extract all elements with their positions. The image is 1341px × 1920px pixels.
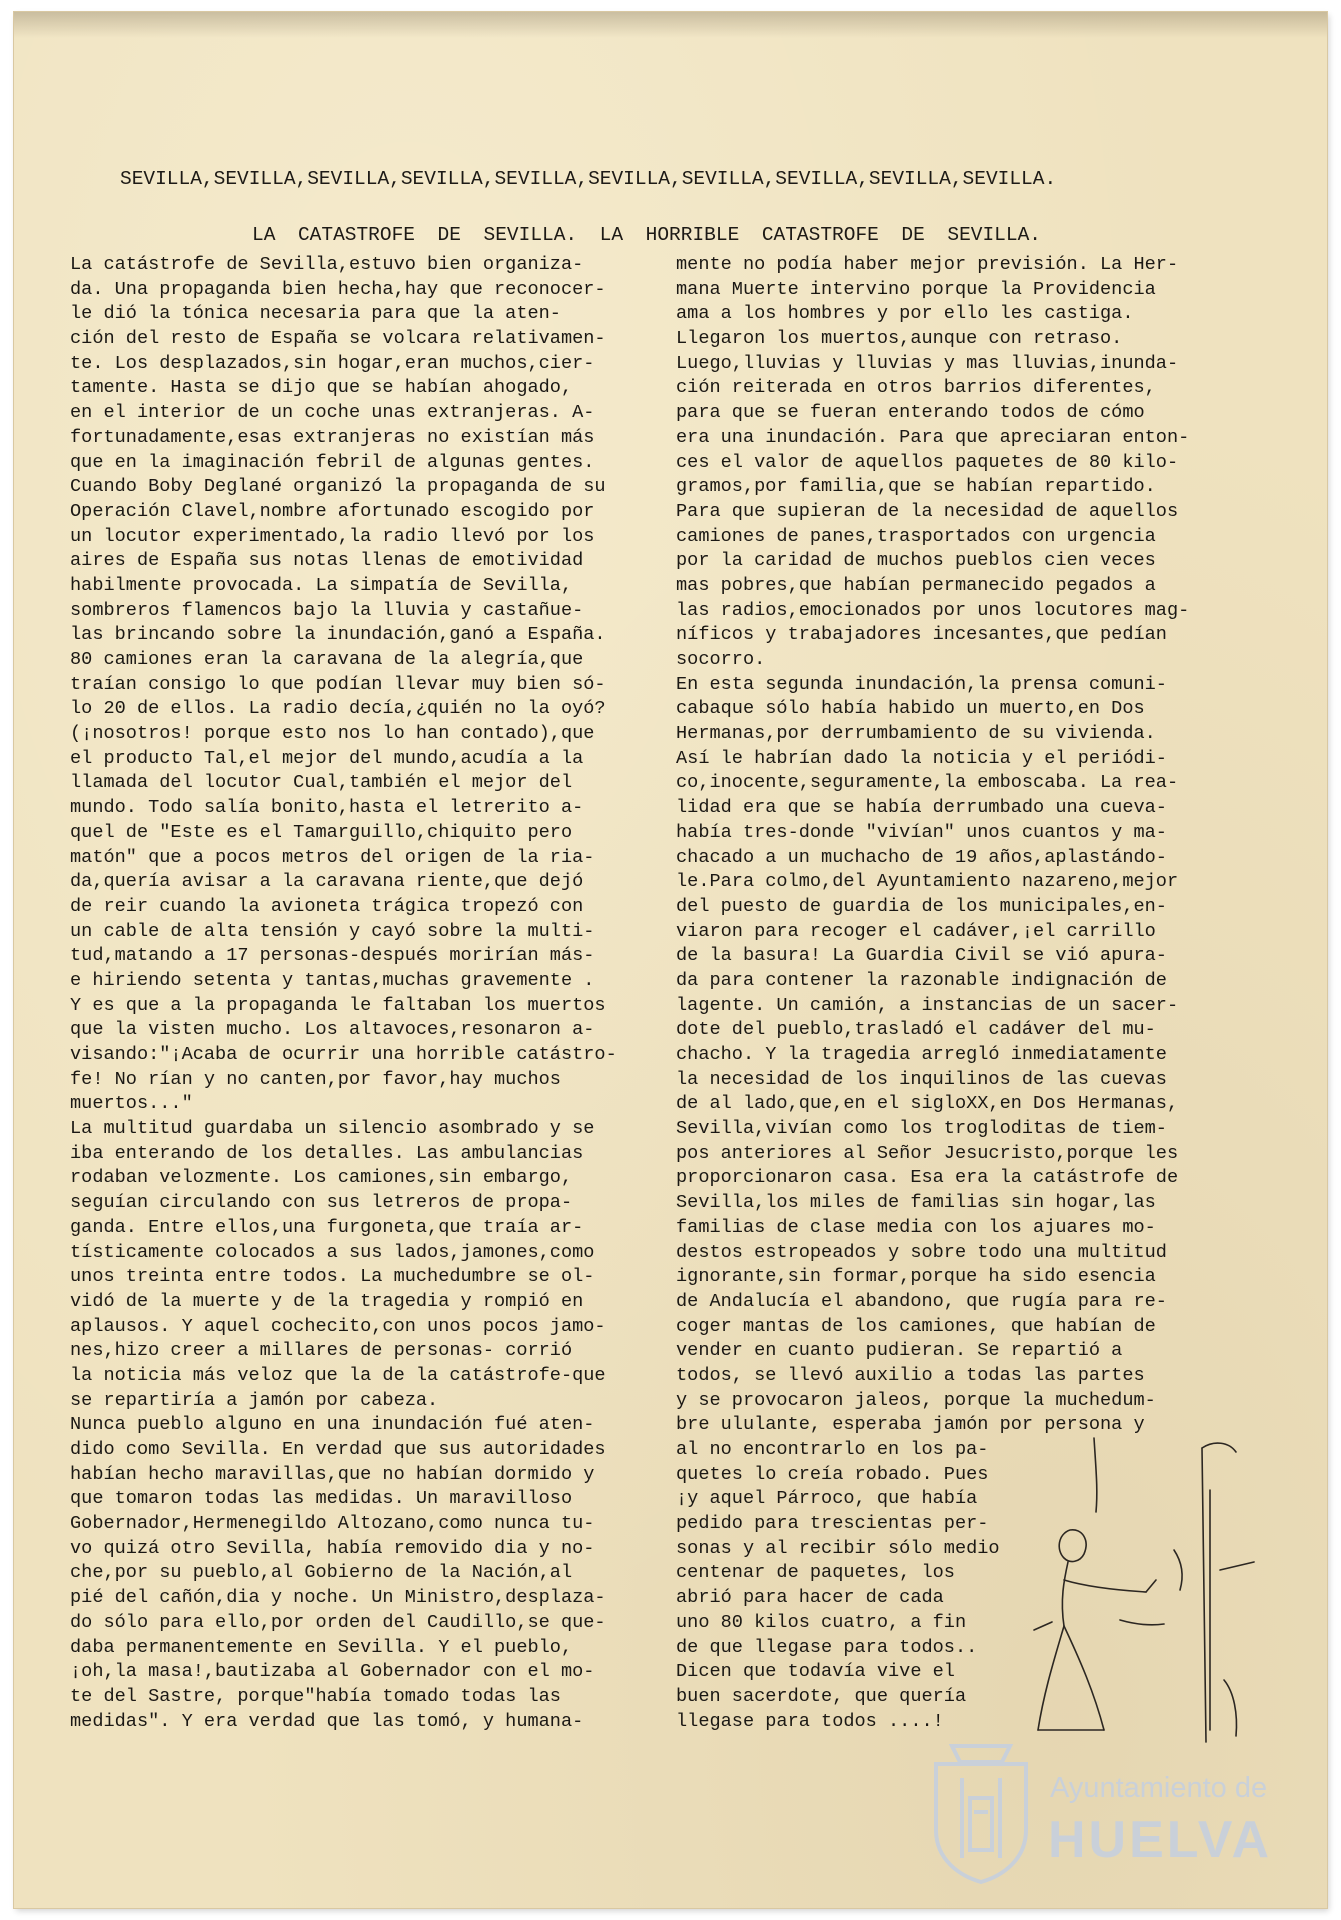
text-line: por la caridad de muchos pueblos cien veces <box>676 550 1156 572</box>
text-line: da para contener la razonable indignación de <box>676 969 1167 991</box>
text-line: dido como Sevilla. En verdad que sus autoridades <box>70 1439 606 1460</box>
text-line: aires de España sus notas llenas de emotividad <box>70 550 584 572</box>
text-line: un cable de alta tensión y cayó sobre la multi- <box>70 920 595 942</box>
text-line: viaron para recoger el cadáver,¡el carrillo <box>676 920 1156 942</box>
text-line: chacho. Y la tragedia arregló inmediatamente <box>676 1044 1167 1065</box>
text-line: (¡nosotros! porque esto nos lo han contado),que <box>70 723 595 745</box>
text-line: era una inundación. Para que apreciaran enton- <box>676 426 1190 448</box>
text-line: Para que supieran de la necesidad de aquellos <box>676 500 1179 522</box>
text-line: tísticamente colocados a sus lados,jamones,como <box>70 1241 595 1263</box>
text-line: vidó de la muerte y de la tragedia y rompió en <box>70 1290 584 1312</box>
text-line: Dicen que todavía vive el <box>676 1661 955 1683</box>
watermark-huelva-text: HUELVA <box>1048 1811 1273 1869</box>
text-line: cabaque sólo había habido un muerto,en Dos <box>676 698 1145 720</box>
text-line: che,por su pueblo,al Gobierno de la Nación,al <box>70 1562 573 1584</box>
text-line: para que se fueran enterando todos de cómo <box>676 402 1145 424</box>
text-line: Luego,lluvias y lluvias y mas lluvias,inunda- <box>676 352 1179 374</box>
text-line: e hiriendo setenta y tantas,muchas gravemente . <box>70 969 595 991</box>
text-line: Nunca pueblo alguno en una inundación fué aten- <box>70 1414 595 1436</box>
text-line: que la visten mucho. Los altavoces,resonaron a- <box>70 1019 595 1041</box>
text-line: ¡oh,la masa!,bautizaba al Gobernador con el mo- <box>70 1661 595 1683</box>
priest-sketch-drawing <box>1024 1430 1274 1760</box>
text-line: Sevilla,los miles de familias sin hogar,las <box>676 1192 1156 1214</box>
text-line: abrió para hacer de cada <box>676 1587 944 1609</box>
text-line: llegase para todos ....! <box>676 1710 944 1732</box>
text-line: da. Una propaganda bien hecha,hay que reconocer- <box>70 278 606 300</box>
title-repeated-sevilla: SEVILLA,SEVILLA,SEVILLA,SEVILLA,SEVILLA,SEVILLA,SEVILLA,SEVILLA,SEVILLA,SEVILLA. <box>120 168 1057 190</box>
text-line: daba permanentemente en Sevilla. Y el pueblo, <box>70 1636 573 1658</box>
text-line: ces el valor de aquellos paquetes de 80 kilo- <box>676 451 1179 473</box>
text-line: Hermanas,por derrumbamiento de su vivienda. <box>676 723 1156 745</box>
text-line: medidas". Y era verdad que las tomó, y humana- <box>70 1710 584 1732</box>
text-line: buen sacerdote, que quería <box>676 1685 967 1707</box>
text-line: seguían circulando con sus letreros de propa- <box>70 1192 573 1214</box>
text-line: co,inocente,seguramente,la emboscaba. La rea- <box>676 772 1179 794</box>
text-line: el producto Tal,el mejor del mundo,acudía a la <box>70 747 584 769</box>
text-line: Llegaron los muertos,aunque con retraso. <box>676 328 1123 350</box>
text-line: las radios,emocionados por unos locutores mag- <box>676 599 1190 621</box>
text-line: mente no podía haber mejor previsión. La Her- <box>676 254 1179 275</box>
text-line: la noticia más veloz que la de la catástrofe-que <box>70 1364 606 1386</box>
text-line: del puesto de guardia de los municipales,en- <box>676 895 1167 917</box>
text-line: le.Para colmo,del Ayuntamiento nazareno,mejor <box>676 871 1179 893</box>
text-line: ganda. Entre ellos,una furgoneta,que traía ar- <box>70 1216 584 1238</box>
text-line: había tres-donde "vivían" unos cuantos y ma- <box>676 821 1167 843</box>
text-line: 80 camiones eran la caravana de la alegría,que <box>70 649 584 670</box>
text-line: tud,matando a 17 personas-después morirían más- <box>70 945 595 967</box>
text-line: ¡y aquel Párroco, que había <box>676 1488 978 1510</box>
text-line: coger mantas de los camiones, que habían de <box>676 1315 1156 1337</box>
text-line: que en la imaginación febril de algunas gentes. <box>70 451 595 473</box>
text-line: sombreros flamencos bajo la lluvia y castañue- <box>70 599 584 621</box>
text-line: unos treinta entre todos. La muchedumbre se ol- <box>70 1266 595 1288</box>
text-line: la necesidad de los inquilinos de las cuevas <box>676 1068 1167 1090</box>
text-line: ama a los hombres y por ello les castiga. <box>676 303 1134 325</box>
text-line: proporcionaron casa. Esa era la catástrofe de <box>676 1167 1179 1189</box>
text-line: se repartiría a jamón por cabeza. <box>70 1389 439 1411</box>
text-line: lidad era que se había derrumbado una cueva- <box>676 797 1167 819</box>
text-line: La multitud guardaba un silencio asombrado y se <box>70 1118 595 1140</box>
text-line: llamada del locutor Cual,también el mejor del <box>70 772 573 794</box>
text-line: camiones de panes,trasportados con urgencia <box>676 525 1156 547</box>
text-line: traían consigo lo que podían llevar muy bien só- <box>70 673 606 695</box>
page-top-edge <box>14 12 1327 38</box>
text-line: familias de clase media con los ajuares mo- <box>676 1216 1156 1238</box>
text-line: de reir cuando la avioneta trágica tropezó con <box>70 895 584 917</box>
text-line: lo 20 de ellos. La radio decía,¿quién no la oyó? <box>70 698 606 720</box>
text-line: te del Sastre, porque"había tomado todas las <box>70 1685 561 1707</box>
text-line: mundo. Todo salía bonito,hasta el letrerito a- <box>70 797 584 819</box>
text-line: Operación Clavel,nombre afortunado escogido por <box>70 500 595 522</box>
text-line: mas pobres,que habían permanecido pegados a <box>676 574 1156 596</box>
text-line: gramos,por familia,que se habían repartido. <box>676 476 1156 498</box>
text-line: Así le habrían dado la noticia y el periódi- <box>676 747 1167 769</box>
text-line: ignorante,sin formar,porque ha sido esencia <box>676 1266 1156 1288</box>
text-line: habían hecho maravillas,que no habían dormido y <box>70 1463 595 1485</box>
text-line: quel de "Este es el Tamarguillo,chiquito pero <box>70 821 573 843</box>
text-line: que tomaron todas las medidas. Un maravilloso <box>70 1488 573 1510</box>
text-line: visando:"¡Acaba de ocurrir una horrible catástro- <box>70 1044 617 1065</box>
text-line: Cuando Boby Deglané organizó la propaganda de su <box>70 476 606 498</box>
text-line: da,quería avisar a la caravana riente,que dejó <box>70 871 584 893</box>
text-line: de la basura! La Guardia Civil se vió apura- <box>676 945 1167 967</box>
text-line: ción del resto de España se volcara relativamen- <box>70 328 606 350</box>
text-line: dote del pueblo,trasladó el cadáver del mu- <box>676 1019 1156 1041</box>
text-line: vo quizá otro Sevilla, había removido dia y no- <box>70 1537 595 1559</box>
text-line: centenar de paquetes, los <box>676 1562 955 1584</box>
ayuntamiento-huelva-watermark <box>922 1738 1282 1888</box>
text-line: aplausos. Y aquel cochecito,con unos pocos jamo- <box>70 1315 606 1337</box>
text-line: fe! No rían y no canten,por favor,hay muchos <box>70 1068 561 1090</box>
text-line: socorro. <box>676 649 766 670</box>
text-line: habilmente provocada. La simpatía de Sevilla, <box>70 574 573 596</box>
text-line: quetes lo creía robado. Pues <box>676 1463 989 1485</box>
text-line: ción reiterada en otros barrios diferentes, <box>676 377 1156 399</box>
text-line: le dió la tónica necesaria para que la aten- <box>70 303 561 325</box>
subtitle-catastrofe: LA CATASTROFE DE SEVILLA. LA HORRIBLE CATASTROFE DE SEVILLA. <box>252 224 1041 246</box>
text-line: vender en cuanto pudieran. Se repartió a <box>676 1340 1123 1362</box>
text-line: pié del cañón,dia y noche. Un Ministro,desplaza- <box>70 1587 606 1609</box>
text-line: destos estropeados y sobre todo una multitud <box>676 1241 1167 1263</box>
text-line: rodaban velozmente. Los camiones,sin embargo, <box>70 1167 573 1189</box>
text-line: fortunadamente,esas extranjeras no existían más <box>70 426 595 448</box>
text-line: bre ululante, esperaba jamón por persona y <box>676 1414 1145 1436</box>
text-line: Gobernador,Hermenegildo Altozano,como nunca tu- <box>70 1513 595 1535</box>
text-line: de al lado,que,en el sigloXX,en Dos Hermanas, <box>676 1093 1179 1115</box>
city-shield-icon <box>922 1738 1040 1886</box>
text-line: sonas y al recibir sólo medio <box>676 1537 1000 1559</box>
text-line: en el interior de un coche unas extranjeras. A- <box>70 402 595 424</box>
text-line: nes,hizo creer a millares de personas- corrió <box>70 1340 573 1362</box>
text-line: al no encontrarlo en los pa- <box>676 1439 989 1460</box>
text-line: níficos y trabajadores incesantes,que pedían <box>676 624 1167 646</box>
text-line: tamente. Hasta se dijo que se habían ahogado, <box>70 377 573 399</box>
text-line: iba enterando de los detalles. Las ambulancias <box>70 1142 584 1164</box>
text-line: y se provocaron jaleos, porque la muchedum- <box>676 1389 1156 1411</box>
text-line: chacado a un muchacho de 19 años,aplastándo- <box>676 846 1167 868</box>
text-line: pedido para trescientas per- <box>676 1513 989 1535</box>
text-line: En esta segunda inundación,la prensa comuni- <box>676 673 1167 695</box>
text-line: te. Los desplazados,sin hogar,eran muchos,cier- <box>70 352 595 374</box>
text-line: lagente. Un camión, a instancias de un sacer- <box>676 994 1179 1016</box>
text-line: pos anteriores al Señor Jesucristo,porque les <box>676 1142 1179 1164</box>
text-line: do sólo para ello,por orden del Caudillo,se que- <box>70 1611 606 1633</box>
text-line: muertos..." <box>70 1093 193 1115</box>
text-line: todos, se llevó auxilio a todas las partes <box>676 1364 1145 1386</box>
text-line: Sevilla,vivían como los trogloditas de tiem- <box>676 1118 1167 1140</box>
text-line: las brincando sobre la inundación,ganó a España. <box>70 624 606 646</box>
text-line: mana Muerte intervino porque la Providencia <box>676 278 1156 300</box>
watermark-ayuntamiento-text: Ayuntamiento de <box>1050 1772 1268 1804</box>
text-line: matón" que a pocos metros del origen de la ria- <box>70 846 595 868</box>
text-line: uno 80 kilos cuatro, a fin <box>676 1611 967 1633</box>
text-line: de que llegase para todos.. <box>676 1636 978 1658</box>
text-line: La catástrofe de Sevilla,estuvo bien organiza- <box>70 254 584 275</box>
left-text-column <box>70 253 673 1734</box>
text-line: Y es que a la propaganda le faltaban los muertos <box>70 994 606 1016</box>
text-line: de Andalucía el abandono, que rugía para re- <box>676 1290 1167 1312</box>
text-line: un locutor experimentado,la radio llevó por los <box>70 525 595 547</box>
